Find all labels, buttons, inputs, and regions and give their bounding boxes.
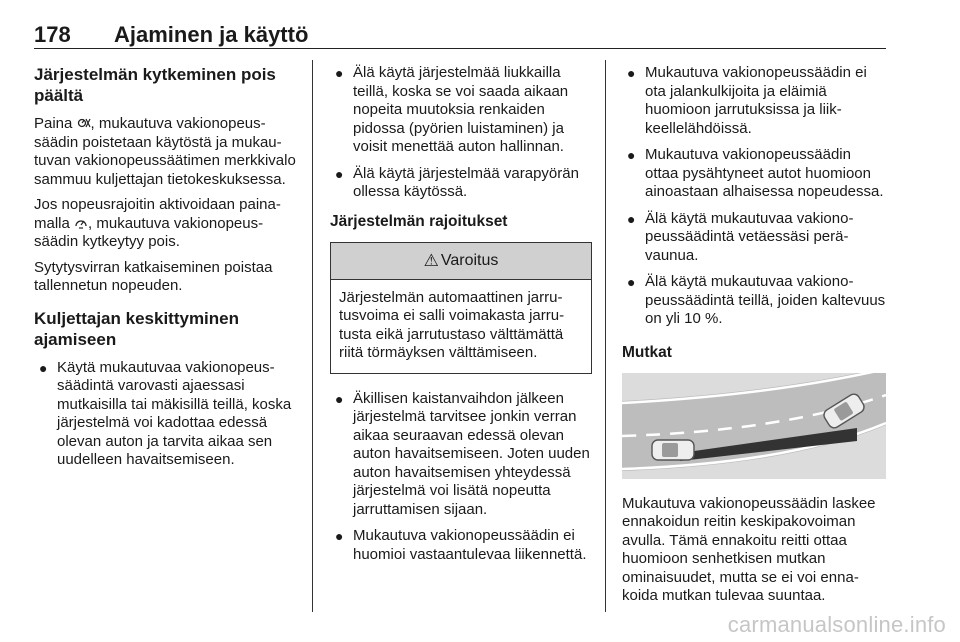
paragraph-disable: Paina , mukautuva vakionopeussäädin poistetaan käytöstä ja mukautuvan vakionopeussäätimen merkkivalo sammuu kuljettajan tietokeskuksessa. bbox=[34, 115, 296, 188]
chapter-title: Ajaminen ja käyttö bbox=[114, 22, 309, 47]
paragraph-ignition: Sytytysvirran katkaiseminen poistaa tallennetun nopeuden. bbox=[34, 258, 273, 294]
list-item: ● Mukautuva vakionopeussäädin ei ota jalankulkijoita ja eläimiä huomioon jarrutuksissa ja liikkeellelähdöissä. bbox=[627, 64, 867, 137]
section-heading-disable: Järjestelmän kytkeminen pois päältä bbox=[34, 65, 276, 105]
bullet-list bbox=[622, 64, 886, 329]
column-2 bbox=[330, 64, 592, 574]
list-item: ● Älä käytä mukautuvaa vakionopeussäädintä teillä, joiden kaltevuus on yli 10 %. bbox=[627, 273, 886, 327]
warning-triangle-icon: ⚠ bbox=[423, 250, 439, 270]
watermark: carmanualsonline.info bbox=[727, 612, 946, 637]
column-divider bbox=[605, 60, 606, 612]
page-number: 178 bbox=[34, 22, 71, 47]
list-item: ● Äkillisen kaistanvaihdon jälkeen järjestelmä tarvitsee jonkin verran aikaa seuraavan edessä olevan auton havaitsemiseen. Joten uuden auton havaitsemisen yhteydessä järjestelmä voi lisätä nopeutta jarruttamisen sijaan. bbox=[335, 389, 590, 518]
curve-illustration bbox=[622, 373, 886, 479]
speed-limiter-icon bbox=[74, 216, 88, 230]
bullet-list bbox=[330, 390, 592, 565]
bullet-icon: ● bbox=[335, 165, 344, 182]
bullet-icon: ● bbox=[335, 390, 344, 407]
list-item: ● Mukautuva vakionopeussäädin ottaa pysähtyneet autot huomioon ainoastaan alhaisessa nopeudessa. bbox=[627, 146, 884, 200]
bullet-icon: ● bbox=[39, 359, 48, 376]
list-item: ● Mukautuva vakionopeussäädin ei huomioi vastaantulevaa liikennettä. bbox=[335, 527, 587, 563]
bullet-icon: ● bbox=[335, 528, 344, 544]
list-item: ● Älä käytä järjestelmää varapyörän ollessa käytössä. bbox=[335, 164, 579, 200]
paragraph-curves: Mukautuva vakionopeussäädin laskee ennakoidun reitin keskipakovoiman avulla. Tämä ennakoitu reitti ottaa huomioon senhetkisen mutkan ominaisuudet, mutta se ei voi ennakoida mutkan tulevaa suuntaa. bbox=[622, 494, 876, 604]
bullet-icon: ● bbox=[627, 65, 636, 81]
car-icon bbox=[652, 440, 694, 460]
warning-header bbox=[331, 243, 591, 280]
list-item: ● Älä käytä mukautuvaa vakionopeussäädintä vetäessäsi perävaunua. bbox=[627, 209, 854, 264]
list-item: ● Käytä mukautuvaa vakionopeussäädintä varovasti ajaessasi mutkaisilla tai mäkisillä teillä, koska järjestelmä voi kadottaa edessä olevan auton ja tarvita aikaa sen uudelleen havaitsemiseen. bbox=[39, 358, 292, 468]
bullet-list bbox=[330, 64, 592, 202]
list-item: ● Älä käytä järjestelmää liukkailla teillä, koska se voi saada aikaan nopeita muutoksia renkaiden pidossa (pyörien luistaminen) ja voisit menettää auton hallinnan. bbox=[335, 64, 569, 155]
column-divider bbox=[312, 60, 313, 612]
paragraph-limiter: Jos nopeusrajoitin aktivoidaan painamalla , mukautuva vakionopeussäädin kytkeytyy pois. bbox=[34, 196, 281, 250]
column-3 bbox=[622, 64, 886, 613]
bullet-list bbox=[34, 359, 298, 470]
section-heading-curves: Mutkat bbox=[622, 343, 672, 361]
cruise-control-off-icon bbox=[77, 116, 91, 130]
warning-box bbox=[330, 242, 592, 374]
column-1 bbox=[34, 64, 298, 480]
bullet-icon: ● bbox=[627, 147, 636, 163]
page-header bbox=[34, 14, 886, 49]
warning-title: Varoitus bbox=[440, 251, 499, 269]
bullet-icon: ● bbox=[627, 210, 636, 227]
section-heading-attention: Kuljettajan keskittyminen ajamiseen bbox=[34, 308, 240, 349]
bullet-icon: ● bbox=[627, 274, 636, 290]
section-heading-limitations: Järjestelmän rajoitukset bbox=[330, 212, 508, 230]
warning-text: Järjestelmän automaattinen jarrutusvoima ei salli voimakasta jarrutusta eikä jarrutustaso välttämättä riitä törmäyksen välttämiseen. bbox=[339, 288, 565, 361]
bullet-icon: ● bbox=[335, 65, 344, 81]
